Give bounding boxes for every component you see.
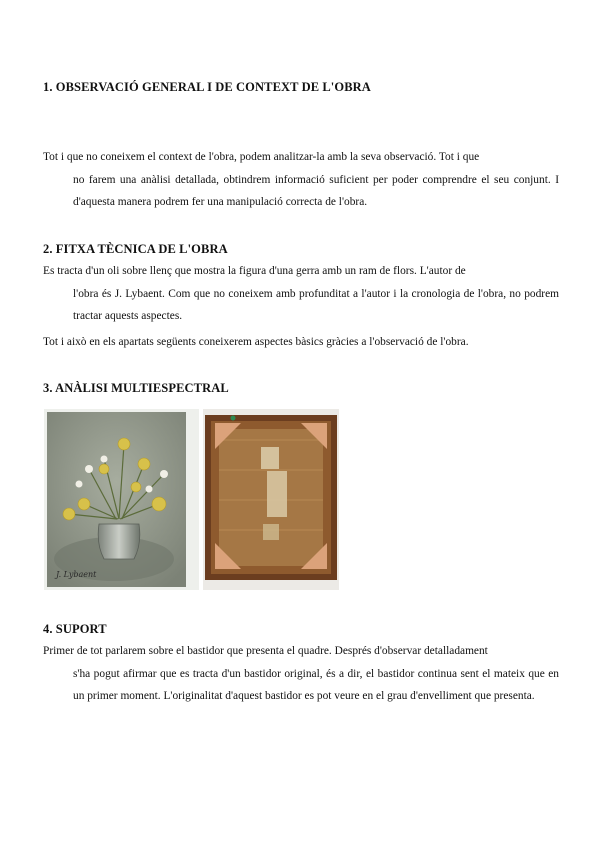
paragraph-observacio: [43, 146, 559, 214]
paragraph-suport: [43, 640, 559, 708]
paragraph-first-line: Es tracta d'un oli sobre llenç que mostra la figura d'una gerra amb un ram de flors. L'autor de: [43, 265, 466, 277]
paragraph-continuation: l'obra és J. Lybaent. Com que no coneixem amb profunditat a l'autor i la cronologia de l'obra, no podrem tractar aquests aspectes.: [73, 287, 559, 322]
section-heading-analisi-multiespectral: 3. ANÀLISI MULTIESPECTRAL: [43, 381, 229, 395]
paragraph-fitxa-2: [43, 331, 559, 354]
section-heading-observacio: 1. OBSERVACIÓ GENERAL I DE CONTEXT DE L'OBRA: [43, 80, 371, 94]
section-heading-fitxa-tecnica: 2. FITXA TÈCNICA DE L'OBRA: [43, 242, 228, 256]
paragraph-first-line: Tot i que no coneixem el context de l'obra, podem analitzar-la amb la seva observació. Tot i que: [43, 151, 480, 163]
paragraph-first-line: Primer de tot parlarem sobre el bastidor que presenta el quadre. Després d'observar detalladament: [43, 645, 488, 657]
paragraph-continuation: s'ha pogut afirmar que es tracta d'un bastidor original, és a dir, el bastidor continua sent el mateix que en un primer moment. L'originalitat d'aquest bastidor es pot veure en el grau d'envelliment que presenta.: [73, 667, 559, 702]
section-heading-suport: 4. SUPORT: [43, 622, 107, 636]
paragraph-first-line: Tot i això en els apartats següents coneixerem aspectes bàsics gràcies a l'observació de l'obra.: [43, 336, 469, 348]
painting-back-stretcher-photo: [203, 409, 339, 590]
paragraph-continuation: no farem una anàlisi detallada, obtindrem informació suficient per poder comprendre el seu conjunt. I d'aquesta manera podrem fer una manipulació correcta de l'obra.: [73, 173, 559, 208]
paragraph-fitxa-1: [43, 260, 559, 328]
svg-text:J. Lybaent: J. Lybaent: [56, 570, 97, 579]
painting-front-photo: [44, 409, 199, 590]
